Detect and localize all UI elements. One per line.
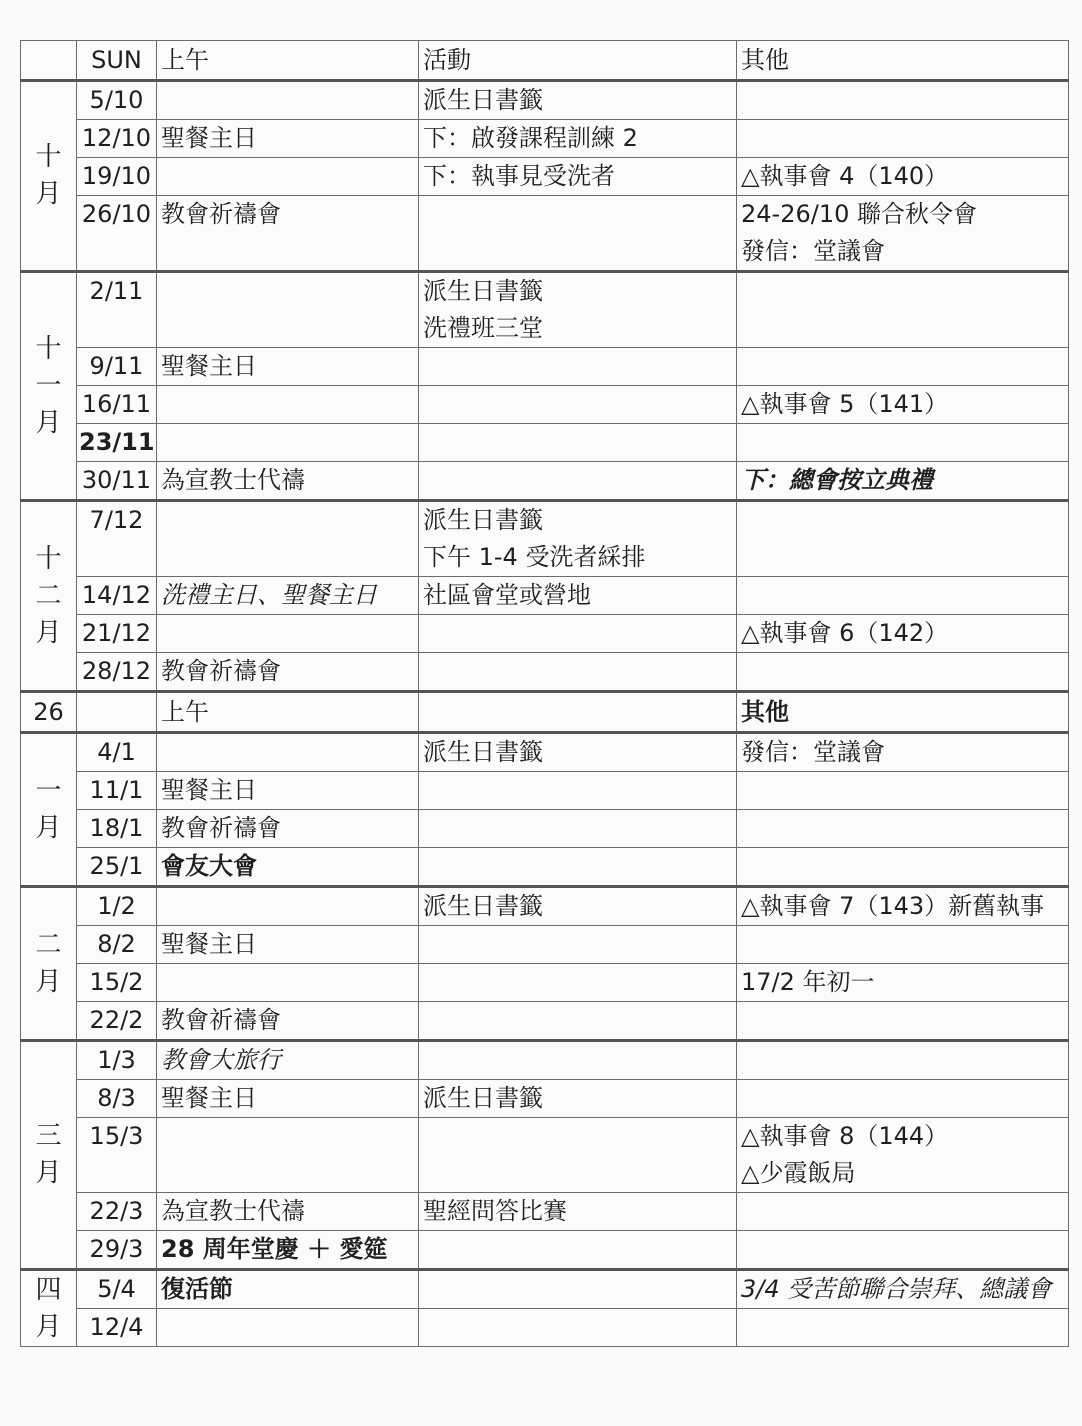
morning-cell xyxy=(157,81,419,120)
date-cell: 26/10 xyxy=(77,196,157,272)
year-header-row xyxy=(21,692,1069,733)
other-cell xyxy=(737,424,1069,462)
other-cell xyxy=(737,348,1069,386)
table-row xyxy=(21,81,1069,120)
morning-cell xyxy=(157,386,419,424)
activity-cell: 派生日書籤 xyxy=(419,887,737,926)
month-label xyxy=(21,501,77,692)
month-feb: 二 月 xyxy=(35,929,62,997)
other-cell: 發信：堂議會 xyxy=(737,733,1069,772)
morning-cell: 會友大會 xyxy=(157,848,419,887)
activity-cell: 社區會堂或營地 xyxy=(419,577,737,615)
table-row xyxy=(21,348,1069,386)
header-activity: 活動 xyxy=(419,41,737,81)
month-label xyxy=(21,733,77,887)
table-row xyxy=(21,1118,1069,1156)
table-row xyxy=(21,424,1069,462)
date-cell: 8/3 xyxy=(77,1080,157,1118)
table-row xyxy=(21,926,1069,964)
table-row xyxy=(21,196,1069,234)
table-row xyxy=(21,386,1069,424)
year-activity-blank xyxy=(419,692,737,733)
other-cell xyxy=(737,810,1069,848)
activity-cell xyxy=(419,615,737,653)
date-cell: 9/11 xyxy=(77,348,157,386)
date-cell: 30/11 xyxy=(77,462,157,501)
date-cell: 22/3 xyxy=(77,1193,157,1231)
activity-cell xyxy=(419,1309,737,1347)
other-cell: △執事會 4（140） xyxy=(737,158,1069,196)
morning-cell xyxy=(157,158,419,196)
table-row xyxy=(21,848,1069,887)
activity-cell: 派生日書籤 xyxy=(419,272,737,311)
other-cell xyxy=(737,501,1069,577)
other-cell-line2: △少霞飯局 xyxy=(737,1155,1069,1193)
month-label xyxy=(21,272,77,501)
other-cell-line2: 發信：堂議會 xyxy=(737,233,1069,272)
morning-cell xyxy=(157,733,419,772)
date-cell: 15/2 xyxy=(77,964,157,1002)
other-cell: 17/2 年初一 xyxy=(737,964,1069,1002)
morning-cell xyxy=(157,272,419,348)
date-cell: 14/12 xyxy=(77,577,157,615)
other-cell xyxy=(737,772,1069,810)
morning-cell: 28 周年堂慶 ＋ 愛筵 xyxy=(157,1231,419,1270)
other-cell xyxy=(737,848,1069,887)
table-row xyxy=(21,733,1069,772)
month-label xyxy=(21,81,77,272)
other-cell xyxy=(737,1231,1069,1270)
year-morning: 上午 xyxy=(157,692,419,733)
activity-cell: 派生日書籤 xyxy=(419,733,737,772)
activity-cell xyxy=(419,926,737,964)
table-row xyxy=(21,1270,1069,1309)
activity-cell: 派生日書籤 xyxy=(419,501,737,540)
month-apr: 四 月 xyxy=(35,1274,62,1342)
table-row xyxy=(21,1002,1069,1041)
morning-cell: 聖餐主日 xyxy=(157,1080,419,1118)
table-row xyxy=(21,1309,1069,1347)
activity-cell-line2: 下午 1-4 受洗者綵排 xyxy=(419,539,737,577)
table-row xyxy=(21,772,1069,810)
morning-cell xyxy=(157,424,419,462)
morning-cell: 為宣教士代禱 xyxy=(157,462,419,501)
month-label xyxy=(21,887,77,1041)
other-cell xyxy=(737,120,1069,158)
table-row xyxy=(21,810,1069,848)
activity-cell xyxy=(419,810,737,848)
date-cell: 29/3 xyxy=(77,1231,157,1270)
activity-cell xyxy=(419,1002,737,1041)
morning-cell: 教會祈禱會 xyxy=(157,810,419,848)
date-cell: 19/10 xyxy=(77,158,157,196)
other-cell xyxy=(737,81,1069,120)
date-cell: 1/3 xyxy=(77,1041,157,1080)
morning-cell: 為宣教士代禱 xyxy=(157,1193,419,1231)
morning-cell xyxy=(157,887,419,926)
year-other: 其他 xyxy=(737,692,1069,733)
activity-cell xyxy=(419,653,737,692)
date-cell: 5/4 xyxy=(77,1270,157,1309)
morning-cell xyxy=(157,501,419,577)
month-jan: 一 月 xyxy=(35,775,62,843)
date-cell: 5/10 xyxy=(77,81,157,120)
header-sun: SUN xyxy=(77,41,157,81)
table-row xyxy=(21,272,1069,311)
date-cell: 4/1 xyxy=(77,733,157,772)
activity-cell xyxy=(419,424,737,462)
date-cell: 25/1 xyxy=(77,848,157,887)
morning-cell xyxy=(157,1118,419,1193)
table-row xyxy=(21,577,1069,615)
morning-cell xyxy=(157,964,419,1002)
date-cell: 18/1 xyxy=(77,810,157,848)
activity-cell xyxy=(419,964,737,1002)
year-cell: 26 xyxy=(21,692,77,733)
other-cell: 24-26/10 聯合秋令會 xyxy=(737,196,1069,234)
table-row xyxy=(21,615,1069,653)
header-other: 其他 xyxy=(737,41,1069,81)
date-cell: 28/12 xyxy=(77,653,157,692)
date-cell: 12/4 xyxy=(77,1309,157,1347)
activity-cell xyxy=(419,772,737,810)
morning-cell: 聖餐主日 xyxy=(157,120,419,158)
header-morning: 上午 xyxy=(157,41,419,81)
activity-cell xyxy=(419,848,737,887)
month-oct: 十 月 xyxy=(35,142,62,209)
activity-cell: 派生日書籤 xyxy=(419,1080,737,1118)
morning-cell: 洗禮主日、聖餐主日 xyxy=(157,577,419,615)
table-row xyxy=(21,462,1069,501)
table-row xyxy=(21,1193,1069,1231)
activity-cell xyxy=(419,386,737,424)
other-cell: △執事會 5（141） xyxy=(737,386,1069,424)
header-row xyxy=(21,41,1069,81)
date-cell: 1/2 xyxy=(77,887,157,926)
morning-cell: 聖餐主日 xyxy=(157,926,419,964)
table-row xyxy=(21,120,1069,158)
activity-cell: 下：啟發課程訓練 2 xyxy=(419,120,737,158)
month-dec: 十 二 月 xyxy=(35,543,62,648)
morning-cell: 教會祈禱會 xyxy=(157,653,419,692)
activity-cell xyxy=(419,196,737,272)
morning-cell: 教會祈禱會 xyxy=(157,196,419,272)
other-cell xyxy=(737,1193,1069,1231)
month-mar: 三 月 xyxy=(35,1121,62,1188)
calendar-table xyxy=(20,40,1069,1347)
date-cell: 15/3 xyxy=(77,1118,157,1193)
month-label xyxy=(21,1041,77,1270)
activity-cell xyxy=(419,462,737,501)
morning-cell: 教會大旅行 xyxy=(157,1041,419,1080)
date-cell: 7/12 xyxy=(77,501,157,577)
table-row xyxy=(21,1231,1069,1270)
morning-cell xyxy=(157,1309,419,1347)
month-nov: 十 一 月 xyxy=(35,333,62,438)
other-cell xyxy=(737,1080,1069,1118)
other-cell xyxy=(737,577,1069,615)
morning-cell: 聖餐主日 xyxy=(157,348,419,386)
other-cell: 下：總會按立典禮 xyxy=(737,462,1069,501)
other-cell xyxy=(737,272,1069,348)
other-cell: △執事會 7（143）新舊執事 xyxy=(737,887,1069,926)
table-row xyxy=(21,501,1069,540)
activity-cell xyxy=(419,348,737,386)
other-cell xyxy=(737,653,1069,692)
morning-cell xyxy=(157,615,419,653)
table-row xyxy=(21,1041,1069,1080)
other-cell: △執事會 6（142） xyxy=(737,615,1069,653)
date-cell: 8/2 xyxy=(77,926,157,964)
other-cell xyxy=(737,1002,1069,1041)
other-cell xyxy=(737,926,1069,964)
other-cell xyxy=(737,1309,1069,1347)
month-label xyxy=(21,1270,77,1347)
activity-cell xyxy=(419,1231,737,1270)
header-blank xyxy=(21,41,77,81)
activity-cell-line2: 洗禮班三堂 xyxy=(419,310,737,348)
table-row xyxy=(21,158,1069,196)
activity-cell: 派生日書籤 xyxy=(419,81,737,120)
other-cell: 3/4 受苦節聯合崇拜、總議會 xyxy=(737,1270,1069,1309)
other-cell: △執事會 8（144） xyxy=(737,1118,1069,1156)
activity-cell xyxy=(419,1041,737,1080)
activity-cell: 聖經問答比賽 xyxy=(419,1193,737,1231)
activity-cell xyxy=(419,1118,737,1193)
activity-cell xyxy=(419,1270,737,1309)
date-cell: 21/12 xyxy=(77,615,157,653)
table-row xyxy=(21,964,1069,1002)
date-cell: 11/1 xyxy=(77,772,157,810)
morning-cell: 復活節 xyxy=(157,1270,419,1309)
year-blank xyxy=(77,692,157,733)
morning-cell: 聖餐主日 xyxy=(157,772,419,810)
table-row xyxy=(21,1080,1069,1118)
table-row xyxy=(21,887,1069,926)
date-cell: 23/11 xyxy=(77,424,157,462)
date-cell: 22/2 xyxy=(77,1002,157,1041)
table-row xyxy=(21,653,1069,692)
other-cell xyxy=(737,1041,1069,1080)
date-cell: 12/10 xyxy=(77,120,157,158)
date-cell: 2/11 xyxy=(77,272,157,348)
morning-cell: 教會祈禱會 xyxy=(157,1002,419,1041)
date-cell: 16/11 xyxy=(77,386,157,424)
activity-cell: 下：執事見受洗者 xyxy=(419,158,737,196)
